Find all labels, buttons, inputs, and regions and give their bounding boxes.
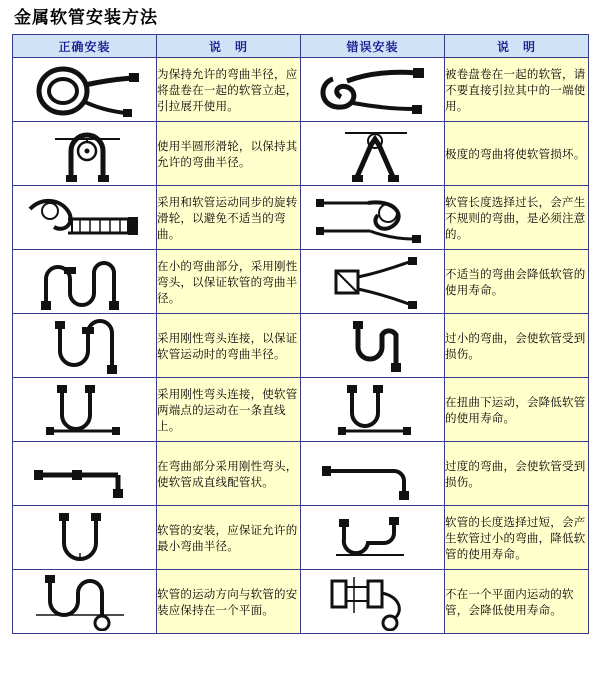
header-wrong-note: 说 明 (445, 35, 589, 58)
header-wrong-install: 错误安装 (301, 35, 445, 58)
table-header-row (13, 35, 589, 58)
note-text: 使用半圆形滑轮，以保持其允许的弯曲半径。 (157, 122, 301, 186)
note-text: 在小的弯曲部分，采用刚性弯头，以保证软管的弯曲半径。 (157, 250, 301, 314)
coiled-hose-pulled-icon (301, 58, 445, 122)
note-text: 被卷盘卷在一起的软管，请不要直接引拉其中的一端使用。 (445, 58, 589, 122)
synchronized-rotating-pulley-icon (13, 186, 157, 250)
coiled-hose-upright-icon (13, 58, 157, 122)
note-text: 软管长度选择过长，会产生不规则的弯曲，是必须注意的。 (445, 186, 589, 250)
minimum-bend-radius-install-icon (13, 506, 157, 570)
table-row (13, 122, 589, 186)
note-text: 采用和软管运动同步的旋转滑轮，以避免不适当的弯曲。 (157, 186, 301, 250)
improper-bend-lifespan-icon (301, 250, 445, 314)
header-correct-install: 正确安装 (13, 35, 157, 58)
table-row (13, 186, 589, 250)
excess-length-irregular-bend-icon (301, 186, 445, 250)
note-text: 过度的弯曲，会使软管受到损伤。 (445, 442, 589, 506)
note-text: 软管的长度选择过短，会产生软管过小的弯曲，降低软管的使用寿命。 (445, 506, 589, 570)
note-text: 软管的运动方向与软管的安装应保持在一个平面。 (157, 570, 301, 634)
table-header (13, 35, 589, 58)
table-body (13, 58, 589, 634)
semicircular-pulley-icon (13, 122, 157, 186)
table-row (13, 442, 589, 506)
table-row (13, 570, 589, 634)
table-row (13, 506, 589, 570)
rigid-bend-small-radius-icon (13, 250, 157, 314)
page-title: 金属软管安装方法 (14, 8, 158, 28)
table-row (13, 314, 589, 378)
same-plane-motion-icon (13, 570, 157, 634)
note-text: 过小的弯曲，会使软管受到损伤。 (445, 314, 589, 378)
out-of-plane-motion-icon (301, 570, 445, 634)
table-row (13, 250, 589, 314)
table-row (13, 58, 589, 122)
too-small-bend-icon (301, 314, 445, 378)
note-text: 采用刚性弯头连接，以保证软管运动时的弯曲半径。 (157, 314, 301, 378)
straight-pipe-rigid-elbow-icon (13, 442, 157, 506)
hose-installation-table (12, 34, 589, 634)
note-text: 不在一个平面内运动的软管，会降低使用寿命。 (445, 570, 589, 634)
table-row (13, 378, 589, 442)
sharp-bend-pulley-icon (301, 122, 445, 186)
note-text: 在弯曲部分采用刚性弯头，使软管成直线配管状。 (157, 442, 301, 506)
excessive-bend-damage-icon (301, 442, 445, 506)
rigid-elbow-straight-motion-icon (13, 378, 157, 442)
too-long-small-bend-icon (301, 506, 445, 570)
note-text: 在扭曲下运动，会降低软管的使用寿命。 (445, 378, 589, 442)
note-text: 软管的安装，应保证允许的最小弯曲半径。 (157, 506, 301, 570)
note-text: 极度的弯曲将使软管损坏。 (445, 122, 589, 186)
header-correct-note: 说 明 (157, 35, 301, 58)
note-text: 为保持允许的弯曲半径，应将盘卷在一起的软管立起，引拉展开使用。 (157, 58, 301, 122)
note-text: 不适当的弯曲会降低软管的使用寿命。 (445, 250, 589, 314)
rigid-elbow-connection-icon (13, 314, 157, 378)
note-text: 采用刚性弯头连接，使软管两端点的运动在一条直线上。 (157, 378, 301, 442)
torsion-motion-icon (301, 378, 445, 442)
